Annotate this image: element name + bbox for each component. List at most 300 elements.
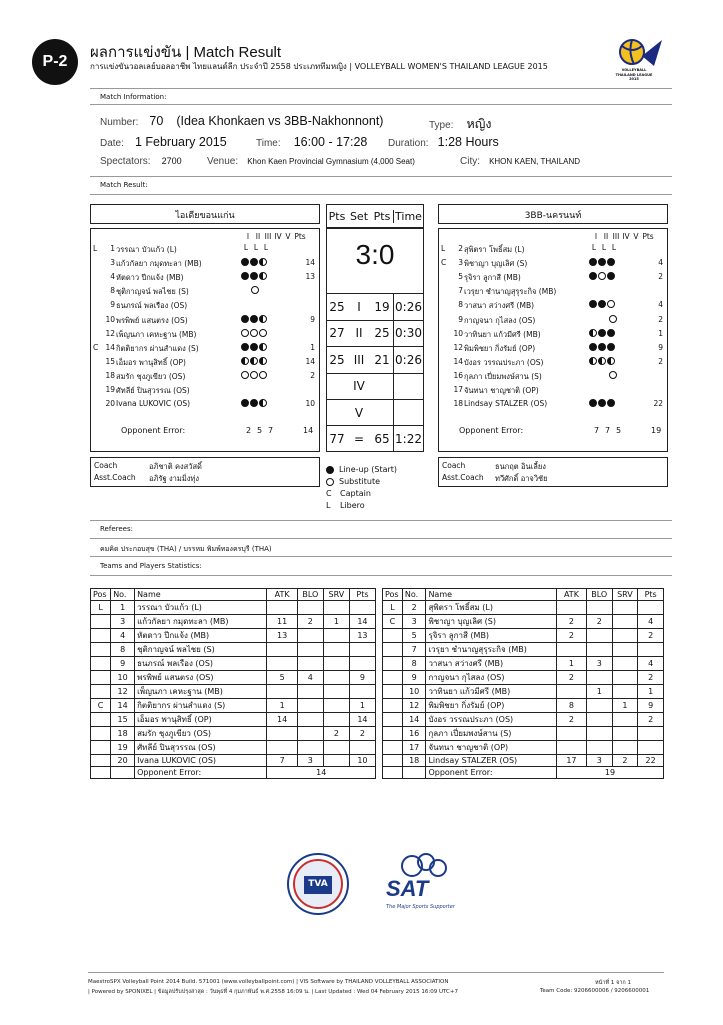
stats-cell <box>323 671 349 685</box>
stats-cell <box>612 643 638 657</box>
stats-cell: 14 <box>402 713 426 727</box>
stats-cell: 10 <box>111 671 135 685</box>
lineup-dot-icon <box>607 329 615 337</box>
stats-cell <box>267 741 297 755</box>
home-player-no: 3 <box>110 258 115 268</box>
home-player-name: หัตดาว ปีกแจ้ง (MB) <box>116 273 184 283</box>
table-row <box>383 727 664 741</box>
table-row <box>383 615 664 629</box>
stats-cell: ธนภรณ์ พลเรือง (OS) <box>135 657 267 671</box>
set-row <box>327 399 423 425</box>
set-row <box>327 293 423 319</box>
stats-cell: 13 <box>267 629 297 643</box>
total-eq: = <box>353 431 365 446</box>
stats-header-row <box>91 589 376 601</box>
stats-cell <box>297 629 323 643</box>
match-info-label: Match Information: <box>100 93 167 101</box>
away-player-name: พิชาญา บุญเลิศ (S) <box>464 259 528 269</box>
legend-text: Line-up (Start) <box>339 465 398 474</box>
type-label: Type: <box>429 120 454 131</box>
home-set-header: I <box>246 232 250 241</box>
stats-cell <box>323 713 349 727</box>
home-player-sets <box>241 257 268 266</box>
away-player-no: 14 <box>453 356 463 366</box>
stats-cell: 5 <box>267 671 297 685</box>
stats-cell <box>267 727 297 741</box>
match-time: 16:00 - 17:28 <box>293 135 368 149</box>
home-player-name: เพ็ญนภา เคหะฐาน (MB) <box>116 329 197 339</box>
half-dot-icon <box>589 329 597 337</box>
legend-item <box>326 500 397 512</box>
lineup-dot-icon <box>607 272 615 280</box>
total-away: 65 <box>374 431 390 446</box>
stats-cell <box>349 643 375 657</box>
stats-cell: 1 <box>638 685 664 699</box>
stats-cell: ชุติกาญจน์ พลไชย (S) <box>135 643 267 657</box>
stats-cell: 2 <box>556 629 586 643</box>
legend-text: Captain <box>340 489 371 498</box>
half-dot-icon <box>259 258 267 266</box>
stats-cell <box>586 629 612 643</box>
home-player-no: 12 <box>105 328 115 338</box>
lineup-dot-icon <box>241 258 249 266</box>
away-asst: ทวีศักดิ์ อาจวิชัย <box>495 474 548 483</box>
stats-cell: 7 <box>402 643 426 657</box>
stats-cell: สมรัก ชุงภูเขียว (OS) <box>135 727 267 741</box>
libero-mark: L <box>611 243 617 252</box>
home-player-no: 18 <box>105 370 115 380</box>
match-result-label: Match Result: <box>100 181 148 189</box>
table-row <box>91 685 376 699</box>
stats-cell <box>297 699 323 713</box>
away-player-no: 16 <box>453 370 463 380</box>
stats-cell: วาสนา สว่างศรี (MB) <box>426 657 557 671</box>
away-player-name: วาทินยา แก้วมีศรี (MB) <box>464 329 541 339</box>
set-number: III <box>353 352 365 367</box>
time-label: Time: <box>256 138 281 149</box>
table-row <box>383 685 664 699</box>
stats-cell: 10 <box>349 755 375 767</box>
stats-cell <box>91 657 111 671</box>
stats-cell <box>383 685 403 699</box>
away-team-name: 3BB-นครนนท์ <box>438 204 668 224</box>
stats-cell <box>323 601 349 615</box>
substitute-dot-icon <box>251 286 259 294</box>
stats-cell <box>638 741 664 755</box>
type-row <box>429 114 492 134</box>
half-dot-icon <box>259 399 267 407</box>
stats-cell-empty <box>91 767 111 779</box>
stats-cell <box>91 713 111 727</box>
match-teams: (Idea Khonkaen vs 3BB-Nakhonnont) <box>176 114 384 128</box>
table-row <box>91 629 376 643</box>
home-player-no: 19 <box>105 385 115 394</box>
home-set-headers <box>243 232 307 241</box>
stats-cell <box>323 741 349 755</box>
footer-line1: MaestroSPX Volleyball Point 2014 Build. 571001 (www.volleyballpoint.com) | VIS Software by THAILAND VOLLEYBALL ASSOCIATION <box>88 979 449 985</box>
stats-cell: C <box>383 615 403 629</box>
stats-cell: 2 <box>323 727 349 741</box>
center-score-panel <box>326 228 424 452</box>
stats-cell <box>612 601 638 615</box>
stats-cell: 4 <box>638 615 664 629</box>
stats-cell: ศัทลีย์ ปินสุวรรณ (OS) <box>135 741 267 755</box>
home-player-no: 15 <box>105 356 115 366</box>
stats-cell: 18 <box>111 727 135 741</box>
stats-cell: 4 <box>111 629 135 643</box>
away-player-name: กุลภา เปี่ยมพงษ์สาน (S) <box>464 371 542 381</box>
stats-cell: 2 <box>612 755 638 767</box>
stats-cell <box>556 601 586 615</box>
stats-cell <box>638 643 664 657</box>
stats-cell: 8 <box>402 657 426 671</box>
lineup-dot-icon <box>589 343 597 351</box>
stats-cell <box>297 713 323 727</box>
stats-cell <box>586 713 612 727</box>
libero-mark: L <box>263 243 269 252</box>
stats-cell <box>297 685 323 699</box>
libero-mark: L <box>591 243 597 252</box>
away-lineup-panel <box>438 228 668 452</box>
lineup-dot-icon <box>250 258 258 266</box>
stats-header-row <box>383 589 664 601</box>
away-player-no: 17 <box>453 385 463 394</box>
home-lineup-panel <box>90 228 320 452</box>
stats-cell <box>323 629 349 643</box>
stats-header-cell: Pts <box>349 589 375 601</box>
logo-text-1: VOLLEYBALL <box>621 68 647 72</box>
lineup-dot-icon <box>589 272 597 280</box>
home-player-name: วรรณา บัวแก้ว (L) <box>116 245 177 254</box>
stats-cell: วาทินยา แก้วมีศรี (MB) <box>426 685 557 699</box>
spectators-label: Spectators: <box>100 156 151 167</box>
page-title: ผลการแข่งขัน | Match Result <box>90 44 282 61</box>
half-dot-icon <box>259 357 267 365</box>
set-row <box>327 320 423 346</box>
away-player-name: กาญจนา กุไสลง (OS) <box>464 315 536 325</box>
away-player-pts: 9 <box>658 342 663 352</box>
set-away-pts: 25 <box>374 326 390 340</box>
opponent-error-row <box>91 767 376 779</box>
away-player-name: วาสนา สว่างศรี (MB) <box>464 301 535 311</box>
stats-cell: 2 <box>349 727 375 741</box>
stats-cell: 17 <box>402 741 426 755</box>
center-hdr-time: Time <box>393 210 423 223</box>
stats-cell <box>612 741 638 755</box>
page-badge: P-2 <box>32 39 78 85</box>
stats-header-cell: SRV <box>612 589 638 601</box>
date-row <box>100 135 227 149</box>
stats-cell <box>556 685 586 699</box>
set-home-pts: 27 <box>329 326 345 340</box>
stats-cell: 1 <box>556 657 586 671</box>
city-value: KHON KAEN, THAILAND <box>489 157 581 166</box>
substitute-dot-icon <box>609 371 617 379</box>
away-coach-box <box>438 457 668 487</box>
table-row <box>91 741 376 755</box>
lineup-dot-icon <box>598 258 606 266</box>
stats-cell <box>267 657 297 671</box>
stats-cell <box>586 643 612 657</box>
opponent-error-label: Opponent Error: <box>135 767 267 779</box>
stats-header-cell: BLO <box>586 589 612 601</box>
lineup-dot-icon <box>607 343 615 351</box>
away-player-no: 7 <box>458 286 463 296</box>
stats-cell <box>297 741 323 755</box>
stats-header-cell: ATK <box>267 589 297 601</box>
set-away-pts: 19 <box>374 299 390 314</box>
total-home: 77 <box>329 431 345 446</box>
stats-cell: 1 <box>111 601 135 615</box>
table-row <box>91 713 376 727</box>
home-stats-table <box>90 588 376 779</box>
home-player-flag: L <box>93 244 98 253</box>
home-coach-label: Coach <box>94 461 118 470</box>
footer-team-code: Team Code: 9206600006 / 9206600001 <box>540 988 650 994</box>
stats-cell: 14 <box>349 615 375 629</box>
stats-cell <box>383 741 403 755</box>
table-row <box>383 657 664 671</box>
lineup-dot-icon <box>607 258 615 266</box>
substitute-dot-icon <box>259 329 267 337</box>
stats-header-cell: Name <box>135 589 267 601</box>
stats-cell <box>556 727 586 741</box>
half-dot-icon <box>259 343 267 351</box>
stats-cell-empty <box>383 767 403 779</box>
stats-cell: กาญจนา กุไสลง (OS) <box>426 671 557 685</box>
home-coach: อภิชาติ คงสวัสดิ์ <box>149 462 202 471</box>
stats-cell: 13 <box>349 629 375 643</box>
stats-cell <box>91 755 111 767</box>
home-player-no: 10 <box>105 314 115 324</box>
home-set-header: II <box>255 232 261 241</box>
stats-cell: 7 <box>267 755 297 767</box>
home-player-sets <box>241 398 268 407</box>
table-row <box>91 643 376 657</box>
stats-cell <box>586 741 612 755</box>
away-player-sets <box>589 243 619 252</box>
stats-cell <box>91 615 111 629</box>
match-date: 1 February 2015 <box>134 135 227 149</box>
opponent-error-row <box>383 767 664 779</box>
stats-cell: Ivana LUKOVIC (OS) <box>135 755 267 767</box>
home-opp-error-set: 7 <box>267 426 274 435</box>
stats-header-cell: No. <box>402 589 426 601</box>
away-player-no: 18 <box>453 399 463 409</box>
stats-cell <box>323 699 349 713</box>
home-player-name: ชุติกาญจน์ พลไชย (S) <box>116 287 189 297</box>
stats-cell <box>586 671 612 685</box>
stats-cell <box>91 671 111 685</box>
lineup-dot-icon <box>589 258 597 266</box>
home-asst-label: Asst.Coach <box>94 473 136 482</box>
set-away-pts: 21 <box>374 352 390 367</box>
table-row <box>383 671 664 685</box>
stats-cell: 1 <box>612 699 638 713</box>
stats-cell: จันทนา ชาญชาติ (OP) <box>426 741 557 755</box>
table-row <box>383 629 664 643</box>
table-row <box>91 727 376 741</box>
stats-cell <box>612 629 638 643</box>
home-team-name: ไอเดียขอนแก่น <box>90 204 320 224</box>
away-player-sets <box>589 342 616 351</box>
stats-cell: กิตติยากร ผ่านสำแดง (S) <box>135 699 267 713</box>
stats-cell <box>612 657 638 671</box>
stats-cell: แก้วกัลยา กมุดทะลา (MB) <box>135 615 267 629</box>
table-row <box>91 755 376 767</box>
stats-cell: 2 <box>638 629 664 643</box>
stats-cell: 1 <box>586 685 612 699</box>
stats-cell <box>297 643 323 657</box>
sat-logo <box>382 852 472 922</box>
stats-cell <box>612 727 638 741</box>
libero-mark: L <box>253 243 259 252</box>
home-player-sets <box>241 314 268 323</box>
table-row <box>383 713 664 727</box>
stats-header-cell: Pos <box>383 589 403 601</box>
duration-row <box>388 135 499 149</box>
away-player-sets <box>589 257 616 266</box>
stats-cell <box>91 727 111 741</box>
home-player-pts: 14 <box>305 258 315 268</box>
lineup-dot-icon <box>589 300 597 308</box>
substitute-dot-icon <box>607 300 615 308</box>
substitute-dot-icon <box>326 478 334 486</box>
stats-cell <box>267 643 297 657</box>
stats-cell: 2 <box>638 713 664 727</box>
table-row <box>91 657 376 671</box>
away-player-sets <box>589 314 618 323</box>
away-asst-label: Asst.Coach <box>442 473 484 482</box>
substitute-dot-icon <box>259 371 267 379</box>
stats-cell: 2 <box>586 615 612 629</box>
stats-cell <box>556 643 586 657</box>
stats-cell <box>349 685 375 699</box>
away-set-header: II <box>603 232 609 241</box>
stats-cell <box>349 601 375 615</box>
away-opp-error-label: Opponent Error: <box>459 426 524 435</box>
stats-cell: 3 <box>586 755 612 767</box>
away-player-name: รุจิรา ลูกาสี (MB) <box>464 273 521 283</box>
footer-page: หน้าที่ 1 จาก 1 <box>595 980 631 986</box>
substitute-dot-icon <box>598 272 606 280</box>
venue-row <box>207 155 415 167</box>
home-player-name: แก้วกัลยา กมุดทะลา (MB) <box>116 259 202 269</box>
match-number: 70 <box>149 114 164 128</box>
stats-header-cell: Pts <box>638 589 664 601</box>
date-label: Date: <box>100 138 124 149</box>
stats-cell: 16 <box>402 727 426 741</box>
half-dot-icon <box>598 357 606 365</box>
tva-logo-text: TVA <box>308 879 328 889</box>
set-number: I <box>357 299 361 314</box>
stats-cell <box>383 671 403 685</box>
home-set-header: IV <box>274 232 282 241</box>
table-row <box>383 755 664 767</box>
home-opp-error-set: 5 <box>256 426 263 435</box>
home-set-header: V <box>285 232 291 241</box>
stats-cell: 12 <box>402 699 426 713</box>
lineup-dot-icon <box>250 272 258 280</box>
stats-cell: 19 <box>111 741 135 755</box>
home-opp-error-label: Opponent Error: <box>121 426 186 435</box>
stats-cell <box>383 699 403 713</box>
stats-cell: 12 <box>111 685 135 699</box>
stats-cell: 20 <box>111 755 135 767</box>
lineup-dot-icon <box>598 399 606 407</box>
away-player-pts: 22 <box>653 399 663 409</box>
set-row <box>327 373 423 399</box>
half-dot-icon <box>250 357 258 365</box>
stats-cell: เวรุยา ชำนาญสุรุระกิจ (MB) <box>426 643 557 657</box>
set-number: V <box>354 405 364 420</box>
away-player-name: จันทนา ชาญชาติ (OP) <box>464 386 539 395</box>
center-hdr-pts1: Pts <box>328 209 346 223</box>
center-hdr-pts2: Pts <box>373 209 391 223</box>
stats-cell: 15 <box>111 713 135 727</box>
stats-cell <box>383 657 403 671</box>
lineup-dot-icon <box>598 329 606 337</box>
stats-cell <box>383 755 403 767</box>
stats-cell: 9 <box>349 671 375 685</box>
away-player-pts: 2 <box>658 272 663 282</box>
legend <box>326 464 397 512</box>
stats-cell: กุลภา เปี่ยมพงษ์สาน (S) <box>426 727 557 741</box>
stats-cell: 22 <box>638 755 664 767</box>
city-label: City: <box>460 156 480 167</box>
away-coach: ธนกฤต อินเลี้ยง <box>495 462 546 471</box>
home-opp-error-total: 14 <box>303 426 314 435</box>
stats-header-cell: Pos <box>91 589 111 601</box>
opponent-error-value: 14 <box>267 767 376 779</box>
legend-symbol: L <box>326 501 331 510</box>
home-player-no: 4 <box>110 272 115 282</box>
stats-cell: วรรณา บัวแก้ว (L) <box>135 601 267 615</box>
legend-item <box>326 476 397 488</box>
stats-cell <box>91 629 111 643</box>
table-row <box>383 741 664 755</box>
home-set-header: III <box>264 232 272 241</box>
referees-names: คมคิด ประกอบสุข (THA) / บรรหม พิมพ์ทองครบุรี (THA) <box>100 545 272 553</box>
away-set-headers <box>591 232 655 241</box>
away-opp-error-total: 19 <box>651 426 662 435</box>
home-set-header: Pts <box>294 232 306 241</box>
stats-cell <box>323 685 349 699</box>
home-player-name: กิตติยากร ผ่านสำแดง (S) <box>116 343 199 353</box>
home-player-sets <box>241 271 268 280</box>
stats-cell <box>349 741 375 755</box>
substitute-dot-icon <box>250 371 258 379</box>
lineup-dot-icon <box>250 399 258 407</box>
stats-cell: 10 <box>402 685 426 699</box>
stats-cell <box>323 643 349 657</box>
stats-cell: 9 <box>111 657 135 671</box>
table-row <box>383 643 664 657</box>
stats-label: Teams and Players Statistics: <box>100 562 202 570</box>
stats-cell: 17 <box>556 755 586 767</box>
stats-cell: บังอร วรรณประภา (OS) <box>426 713 557 727</box>
home-coach-box <box>90 457 320 487</box>
table-row <box>91 699 376 713</box>
stats-cell <box>556 741 586 755</box>
legend-item <box>326 488 397 500</box>
total-row <box>327 425 423 451</box>
away-opp-error-set: 5 <box>615 426 622 435</box>
stats-cell <box>612 713 638 727</box>
set-time <box>393 400 423 426</box>
league-logo <box>602 36 666 92</box>
away-set-header: I <box>594 232 598 241</box>
